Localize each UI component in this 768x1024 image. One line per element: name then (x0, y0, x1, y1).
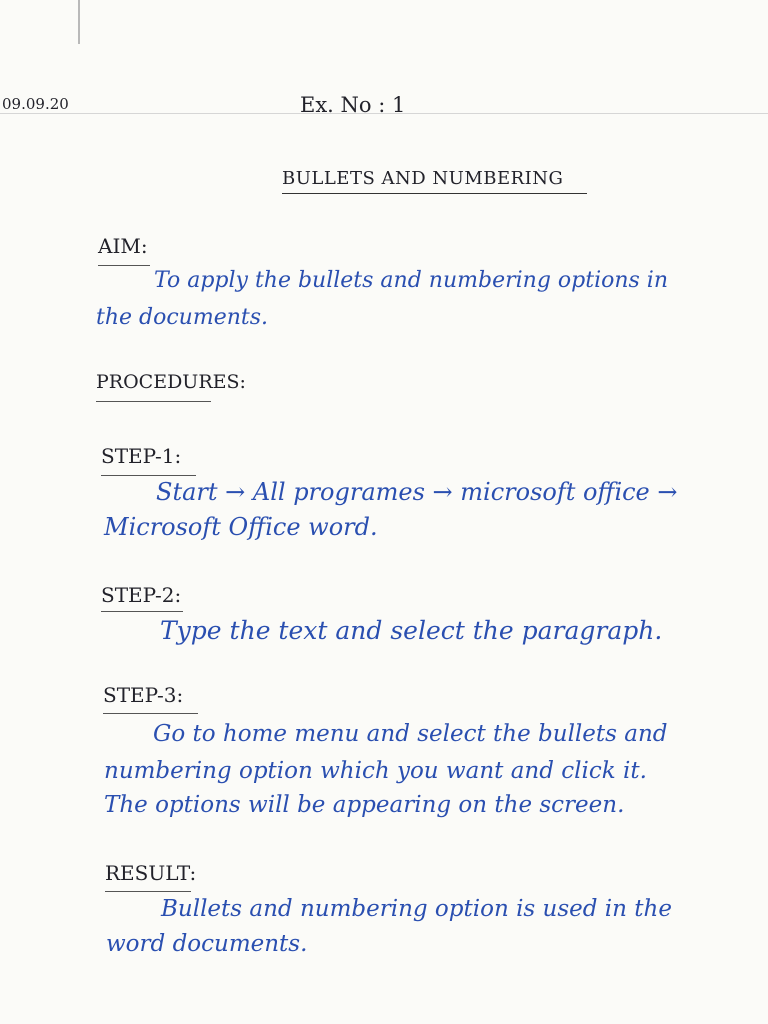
date-text: 09.09.20 (2, 95, 69, 113)
step-3-text-line: Go to home menu and select the bullets and (153, 721, 668, 747)
result-heading: RESULT: (105, 861, 197, 885)
page-title: BULLETS AND NUMBERING (282, 168, 564, 189)
step-3-heading: STEP-3: (103, 683, 184, 707)
result-text-line: word documents. (106, 931, 308, 957)
step-3-underline (103, 713, 198, 714)
aim-text-line: To apply the bullets and numbering options in (154, 268, 669, 293)
step-2-text-line: Type the text and select the paragraph. (160, 616, 663, 645)
result-text-line: Bullets and numbering option is used in the (161, 896, 672, 922)
step-3-text-line: The options will be appearing on the screen. (104, 792, 625, 818)
step-1-text-line: Start → All programes → microsoft office → (156, 478, 678, 506)
step-2-underline (101, 611, 183, 612)
step-2-heading: STEP-2: (101, 583, 182, 607)
procedures-heading: PROCEDURES: (96, 371, 246, 393)
step-1-text-line: Microsoft Office word. (104, 513, 378, 541)
result-underline (105, 891, 191, 892)
procedures-underline (96, 401, 211, 402)
step-1-underline (101, 475, 196, 476)
aim-underline (98, 265, 150, 266)
aim-heading: AIM: (98, 234, 148, 258)
margin-line (78, 0, 80, 44)
step-3-text-line: numbering option which you want and click it. (104, 758, 647, 784)
aim-text-line: the documents. (96, 305, 269, 330)
exercise-number: Ex. No : 1 (300, 93, 406, 117)
step-1-heading: STEP-1: (101, 444, 182, 468)
title-underline (282, 193, 587, 194)
